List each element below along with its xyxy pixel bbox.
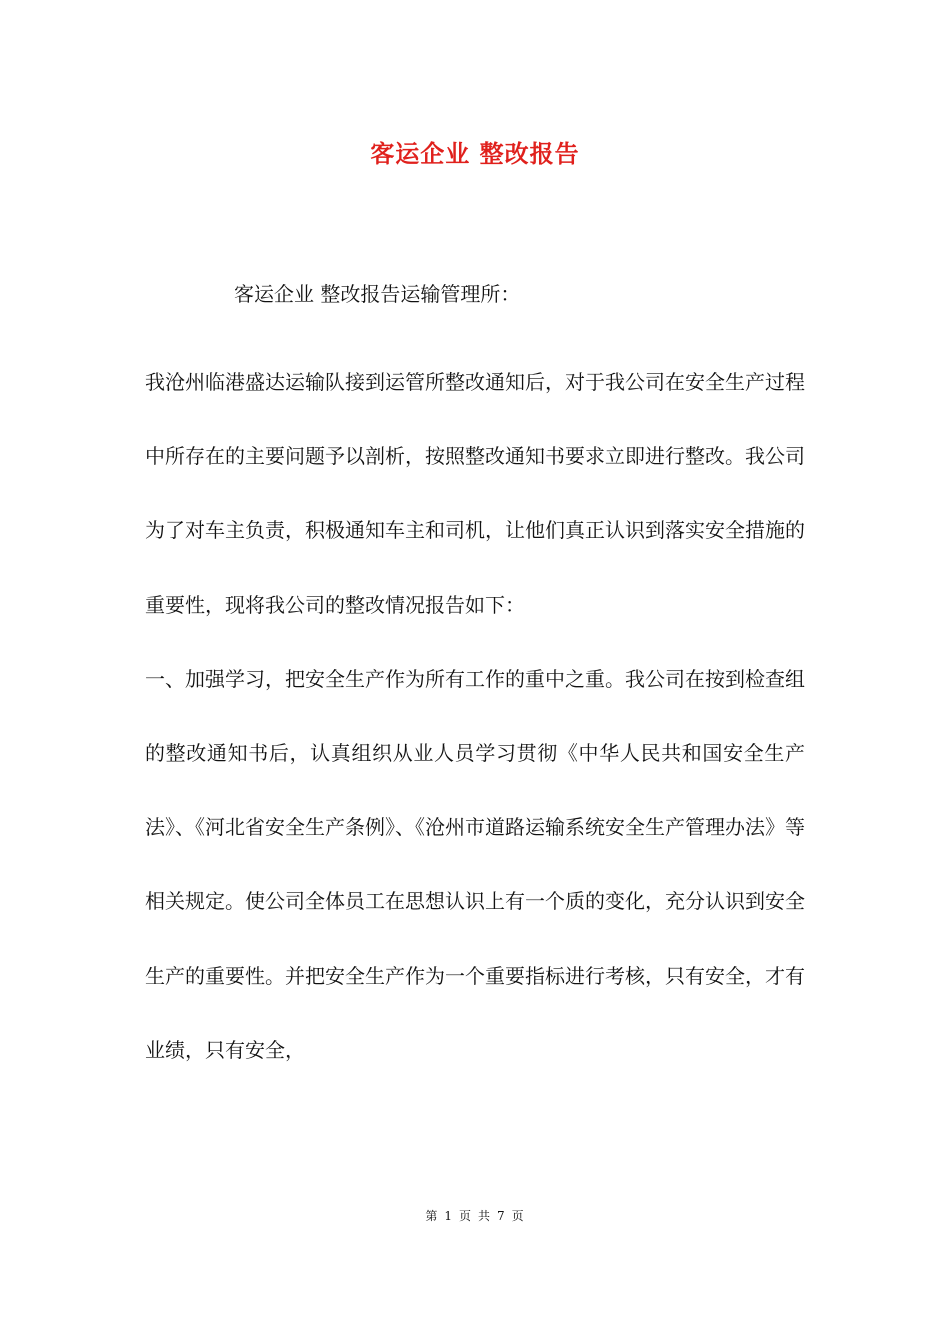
body-text: [145, 345, 805, 1087]
footer-suffix: 页: [511, 1209, 525, 1223]
salutation-line: 客运企业 整改报告运输管理所：: [234, 282, 521, 306]
footer-prefix: 第: [425, 1209, 439, 1223]
paragraph-intro: 我沧州临港盛达运输队接到运管所整改通知后，对于我公司在安全生产过程中所存在的主要问题予以剖析，按照整改通知书要求立即进行整改。我公司为了对车主负责，积极通知车主和司机，让他们真正认识到落实安全措施的重要性，现将我公司的整改情况报告如下：: [145, 370, 805, 617]
footer-total-pages: 7: [497, 1209, 506, 1223]
footer-total-word: 共: [478, 1209, 492, 1223]
paragraph-section-one: 一、加强学习，把安全生产作为所有工作的重中之重。我公司在按到检查组的整改通知书后，认真组织从业人员学习贯彻《中华人民共和国安全生产法》、《河北省安全生产条例》、《沧州市道路运输系统安全生产管理办法》等相关规定。使公司全体员工在思想认识上有一个质的变化，充分认识到安全生产的重要性。并把安全生产作为一个重要指标进行考核，只有安全，才有业绩，只有安全，: [145, 666, 805, 1062]
footer-page-number: 1: [444, 1209, 453, 1223]
page-title: 客运企业 整改报告: [370, 139, 580, 168]
page-footer: [0, 1206, 950, 1226]
footer-page-word: 页: [458, 1209, 472, 1223]
